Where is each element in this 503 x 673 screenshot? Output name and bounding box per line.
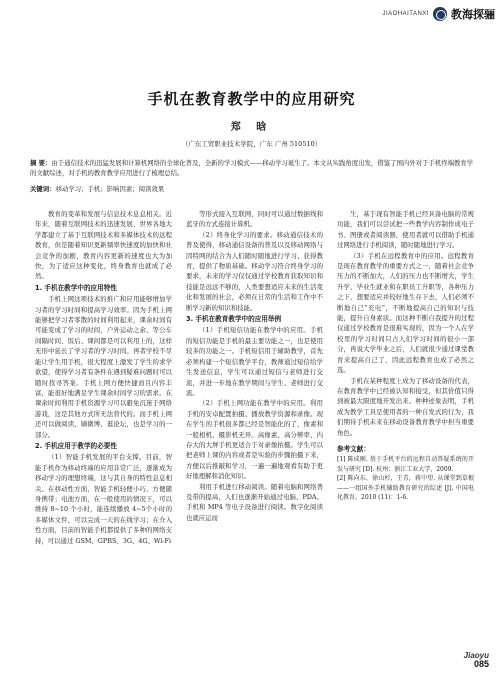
keywords-label: 关键词：: [30, 185, 56, 193]
abstract-text: 由于通信技术的迅猛发展和计算机网络的全球化普及，全新的学习模式——移动学习诞生了。本文从实践角度出发，借鉴了国内外对于手机终端教育学的文献综述，对手机的教育教学应用进行了梳理总结。: [30, 159, 474, 177]
footer-logo: Jiaoyu: [463, 651, 489, 660]
keywords-text: 移动学习；手机；影响因素；阅读效果: [55, 185, 165, 193]
article-title: 手机在教育教学中的应用研究: [147, 90, 356, 108]
paragraph: 手机上网这项技术的推广和应用能够增加学习者的学习时间和提高学习效率。因为手机上网能够把学习者零散的时间利用起来，课余时间有可能变成了学习的时间，户外运动之余、等公车间隔时间、饭后、课间都是可以利用上的，这样无形中延长了学习者的学习时间。再者学校不尽能让学生用手机，很大程度上激发了学生的求学欲望，使得学习者有条件在遇到疑难问题时可以随时找寻答案。手机上网方便快捷而且内容丰富，能很好地满足学生课余时间学习的需求。在课余时间利用手机资源学习可以避免沉迷于网络游戏，这是其他方式所无法替代的。而手机上网还可以做阅读、刷微博、逛论坛，也是学习的一部分。: [35, 295, 172, 439]
paragraph: （3）手机在远程教育中的应用。远程教育是现在教育教学的重要方式之一，随着社会竞争压力的不断加大，人们的压力也不断增大，学生升学、毕业生就业和在职员工升职等，各种压力之下，想要适应并较好地生存下去，人们必须不断地自己“充电”，不断地提高自己的知识与技能，提升自身素质。而这种不断自我提升的过程仅通过学校教育是很难实现的，因为一个人在学校里的学习时间只占人们学习时间的很小一部分，再说大学毕业之后，人们就很少通过课堂教育来提高自己了，因此远程教育也成了必然之选。: [337, 251, 474, 375]
journal-header: [0, 0, 503, 28]
author-affiliation: （广东工贸职业技术学院，广东 广州 510510）: [181, 140, 322, 148]
paragraph: 生，基于现有智能手机已经具备电脑的常规功能，我们可以尝试把一些教学内容制作成电子书、图册或者阅读器，使用者就可以借助手机通过网络进行手机阅读，随时随地进行学习。: [337, 210, 474, 250]
journal-brand: [382, 4, 495, 24]
paragraph: （2）终身化学习的要求。移动通信技术的普及使得，移动通信设备的普及以及移动网络与因特网的结合为人们随时随地进行学习、获得教育，提供了物质基础。移动学习符合终身学习的要求，未来的学习仅仅通过学校教育获取知识和技能是远远不够的，人类要想适应未来的生活变化和发展的社会，必须在日常的生活和工作中不断学习新的知识和技能。: [186, 230, 323, 312]
paragraph: （1）手机短信功能在教学中的应用。手机的短信功能是手机的最主要功能之一，也是使用较多的功能之一。手机短信用于辅助教学，首先必须构建一个短信教学平台，教师通过短信给学生发送信息，学生可以通过短信与老师进行交流，并进一步地在教学期间与学生、老师进行交流。: [186, 326, 323, 397]
body-column-2: [186, 209, 323, 523]
paragraph: （1）智能手机发展的平台支撑。目前，智能手机作为移动终端的应用非常广泛，逐渐成为移动学习的理想终端，这与其自身的特性息息相关。在移动性方面，智能手机轻便小巧、方便随身携带；电池方面，在一般使用的情况下，可以维持 8~10 个小时，能连续播放 4~5个小时的多媒体文件，可以完成一天的在线学习；在介入性方面，目前的智能手机都提供了多种的网络支持，可以通过 GSM、GPRS、3G、4G、Wi-Fi: [35, 453, 172, 545]
body-column-3: [337, 209, 474, 502]
abstract: [30, 158, 475, 178]
body-column-1: [35, 209, 172, 546]
paragraph: 手机在某种程度上成为了移动设备的代表，在教育教学中已经被认知和接受，但其价值只得到被最大限度地开发出来。种种迹象表明，手机成为教学工具是使用者的一种自发式的行为，我们期待手机未来在移动设备教育教学中担当重要角色。: [337, 376, 474, 437]
paragraph: 教育的变革和发展与信息技术息息相关。近年来，随着互联网技术的迅速发展，世界各地大学都建立了基于互联网技术和多媒体技术的远程教育，但是随着知识更新频率快速度的加快和社会竞争的加剧，教育内容更新的速度也大为加快，为了适应这种变化，终身教育也就成了必然。: [35, 210, 172, 281]
journal-logo-icon: [433, 7, 447, 21]
brand-english: JIAOHAITANXI: [382, 11, 429, 17]
section-heading: 1. 手机在教学中的应用特性: [35, 283, 117, 292]
brand-chinese: 教海探骊: [451, 8, 495, 21]
paragraph: 利用手机进行移动阅读。随着电脑和网络普及带的提高，人们也逐渐开始通过电脑、PDA、手机和 MP4 等电子设备进行阅读。数字化阅读也就应运而: [186, 482, 323, 522]
reference-item: [2] 陈向东，徐山杉，王青，蒋中望. 从课堂到草根——一组国外手机辅助教育研究的综述 [J]. 中国电化教育，2010 (11)：1-6.: [337, 475, 474, 501]
paragraph: 等形式接入互联网，同时可以通过数据线和蓝牙的方式连接计算机。: [186, 210, 323, 229]
reference-item: [1] 陈成刚. 基于手机平台的远程自动答疑系统的开发与研究 [D]. 杭州：浙江工业大学，2009.: [337, 456, 474, 473]
article-author: 郑 晗: [230, 122, 273, 133]
references-heading: 参考文献：: [337, 444, 370, 453]
section-heading: 3. 手机在教育教学中的应用举例: [186, 315, 282, 324]
section-heading: 2. 手机应用于教学的必要性: [35, 441, 117, 450]
page-number: 085: [473, 659, 489, 669]
abstract-label: 摘 要：: [30, 159, 52, 167]
keywords: [30, 184, 475, 193]
paragraph: （2）手机上网功能在教学中的应用。利用手机的安卓配置拍摄、播放教学资源和录像。现在学生的手机很多都已经是智能化的了，像素和一般相机、摄影机无异。高像素、高分辨率、内存大的大屏手机更适合于对录像拍摄。学生可以把老师上课的内容或者是实验的步骤拍摄下来，方便以后推敲和学习，一遍一遍地观看有助于更好地理解和消化知识。: [186, 399, 323, 481]
